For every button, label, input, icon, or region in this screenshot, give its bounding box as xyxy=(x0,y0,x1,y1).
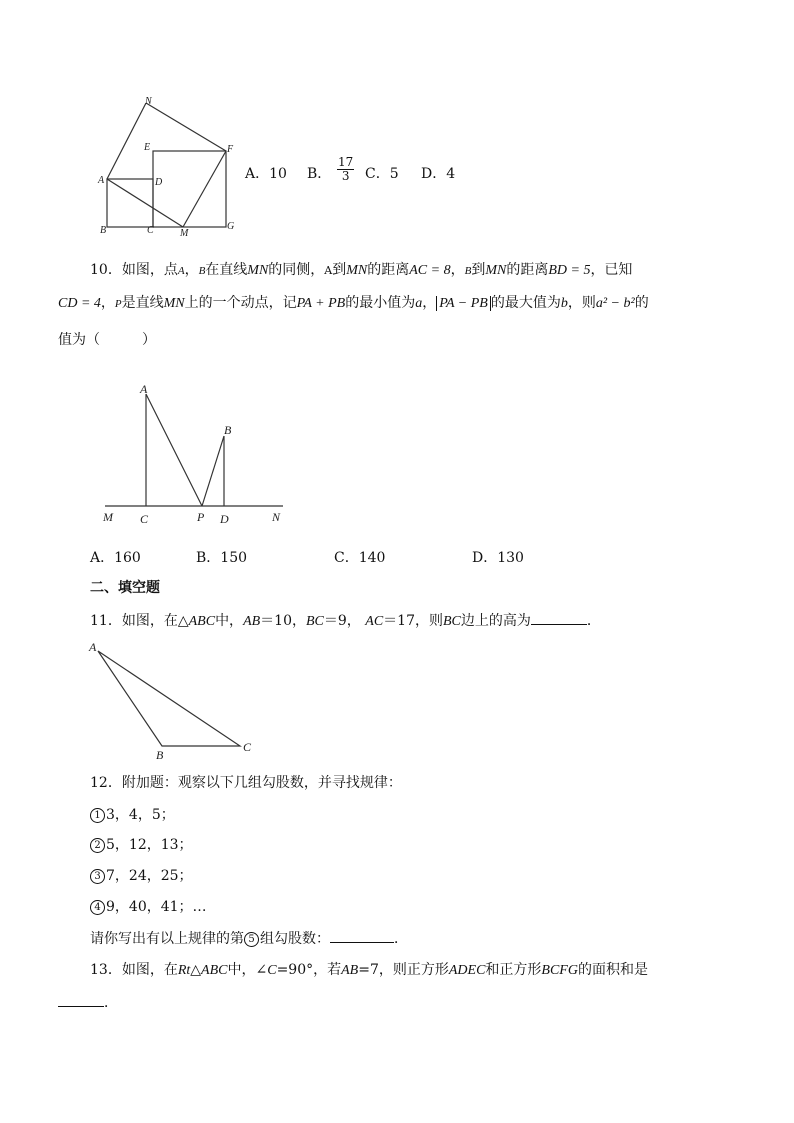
label-D: D xyxy=(220,512,229,526)
q9-option-d: D．4 xyxy=(421,166,456,182)
q12-title: 12．附加题：观察以下几组勾股数，并寻找规律： xyxy=(90,775,402,791)
figure-triangle-q11 xyxy=(85,638,260,763)
label-P: P xyxy=(197,510,205,524)
segment-AP xyxy=(146,394,202,506)
q9-option-b-prefix: B． xyxy=(307,166,332,182)
segment-AM xyxy=(107,179,183,227)
fraction-denominator: 3 xyxy=(341,169,350,183)
label-G: G xyxy=(227,221,235,232)
q10-line-2: CD = 4，P是直线MN上的一个动点，记PA + PB的最小值为a， PA − PB 的最大值为b，则a² − b²的 xyxy=(58,295,649,311)
q12-ask: 请你写出有以上规律的第 5 组勾股数： ． xyxy=(90,928,408,949)
label-A: A xyxy=(89,640,97,654)
label-B: B xyxy=(100,225,107,236)
label-B: B xyxy=(156,748,164,762)
label-M: M xyxy=(180,228,189,239)
answer-blank[interactable] xyxy=(531,610,587,625)
fraction-numerator: 17 xyxy=(338,155,354,169)
q9-options xyxy=(245,156,475,194)
label-D: D xyxy=(155,177,163,188)
q12-item-4: 4 9，40，41；… xyxy=(90,897,207,917)
figure-q10 xyxy=(100,378,290,528)
answer-blank[interactable] xyxy=(58,992,104,1007)
q10-line-3: 值为（ ） xyxy=(58,332,156,348)
label-C: C xyxy=(243,740,252,754)
q9-option-c: C．5 xyxy=(365,166,399,182)
answer-blank[interactable] xyxy=(330,928,394,943)
label-B: B xyxy=(224,423,232,437)
segment-MF xyxy=(183,151,226,227)
label-M: M xyxy=(103,510,113,524)
label-N: N xyxy=(272,510,281,524)
q12-item-2: 2 5，12，13； xyxy=(90,835,193,855)
q9-option-b-fraction xyxy=(337,156,354,183)
q10-option-c: C．140 xyxy=(334,550,386,566)
figure-squares xyxy=(90,95,250,240)
q10-option-a: A．160 xyxy=(90,550,141,566)
q10-option-b: B．150 xyxy=(196,550,248,566)
label-A: A xyxy=(140,382,148,396)
q10-line-1: 10．如图，点A，B在直线MN的同侧，A到MN的距离AC = 8，B到MN的距离BD = 5，已知 xyxy=(90,262,633,278)
label-E: E xyxy=(144,142,151,153)
segment-NA xyxy=(107,103,146,179)
label-F: F xyxy=(227,144,234,155)
label-C: C xyxy=(147,225,154,236)
segment-NF xyxy=(146,103,226,151)
q12-item-3: 3 7，24，25； xyxy=(90,866,193,886)
q13-line-2: ． xyxy=(58,992,118,1013)
triangle-ABC xyxy=(98,651,240,746)
segment-PB xyxy=(202,436,224,506)
label-A: A xyxy=(98,175,105,186)
q10-option-d: D．130 xyxy=(472,550,524,566)
q11-line: 11．如图，在△ABC中，AB＝10，BC＝9， AC＝17，则BC边上的高为 ． xyxy=(90,610,601,632)
q9-option-a: A．10 xyxy=(245,166,287,182)
q12-item-1: 1 3，4，5； xyxy=(90,805,175,825)
label-C: C xyxy=(140,512,149,526)
q13-line-1: 13．如图，在Rt△ABC中，∠C=90°，若AB=7，则正方形ADEC和正方形BCFG的面积和是 xyxy=(90,962,648,978)
label-N: N xyxy=(145,96,152,107)
section-heading: 二、填空题 xyxy=(90,580,160,596)
